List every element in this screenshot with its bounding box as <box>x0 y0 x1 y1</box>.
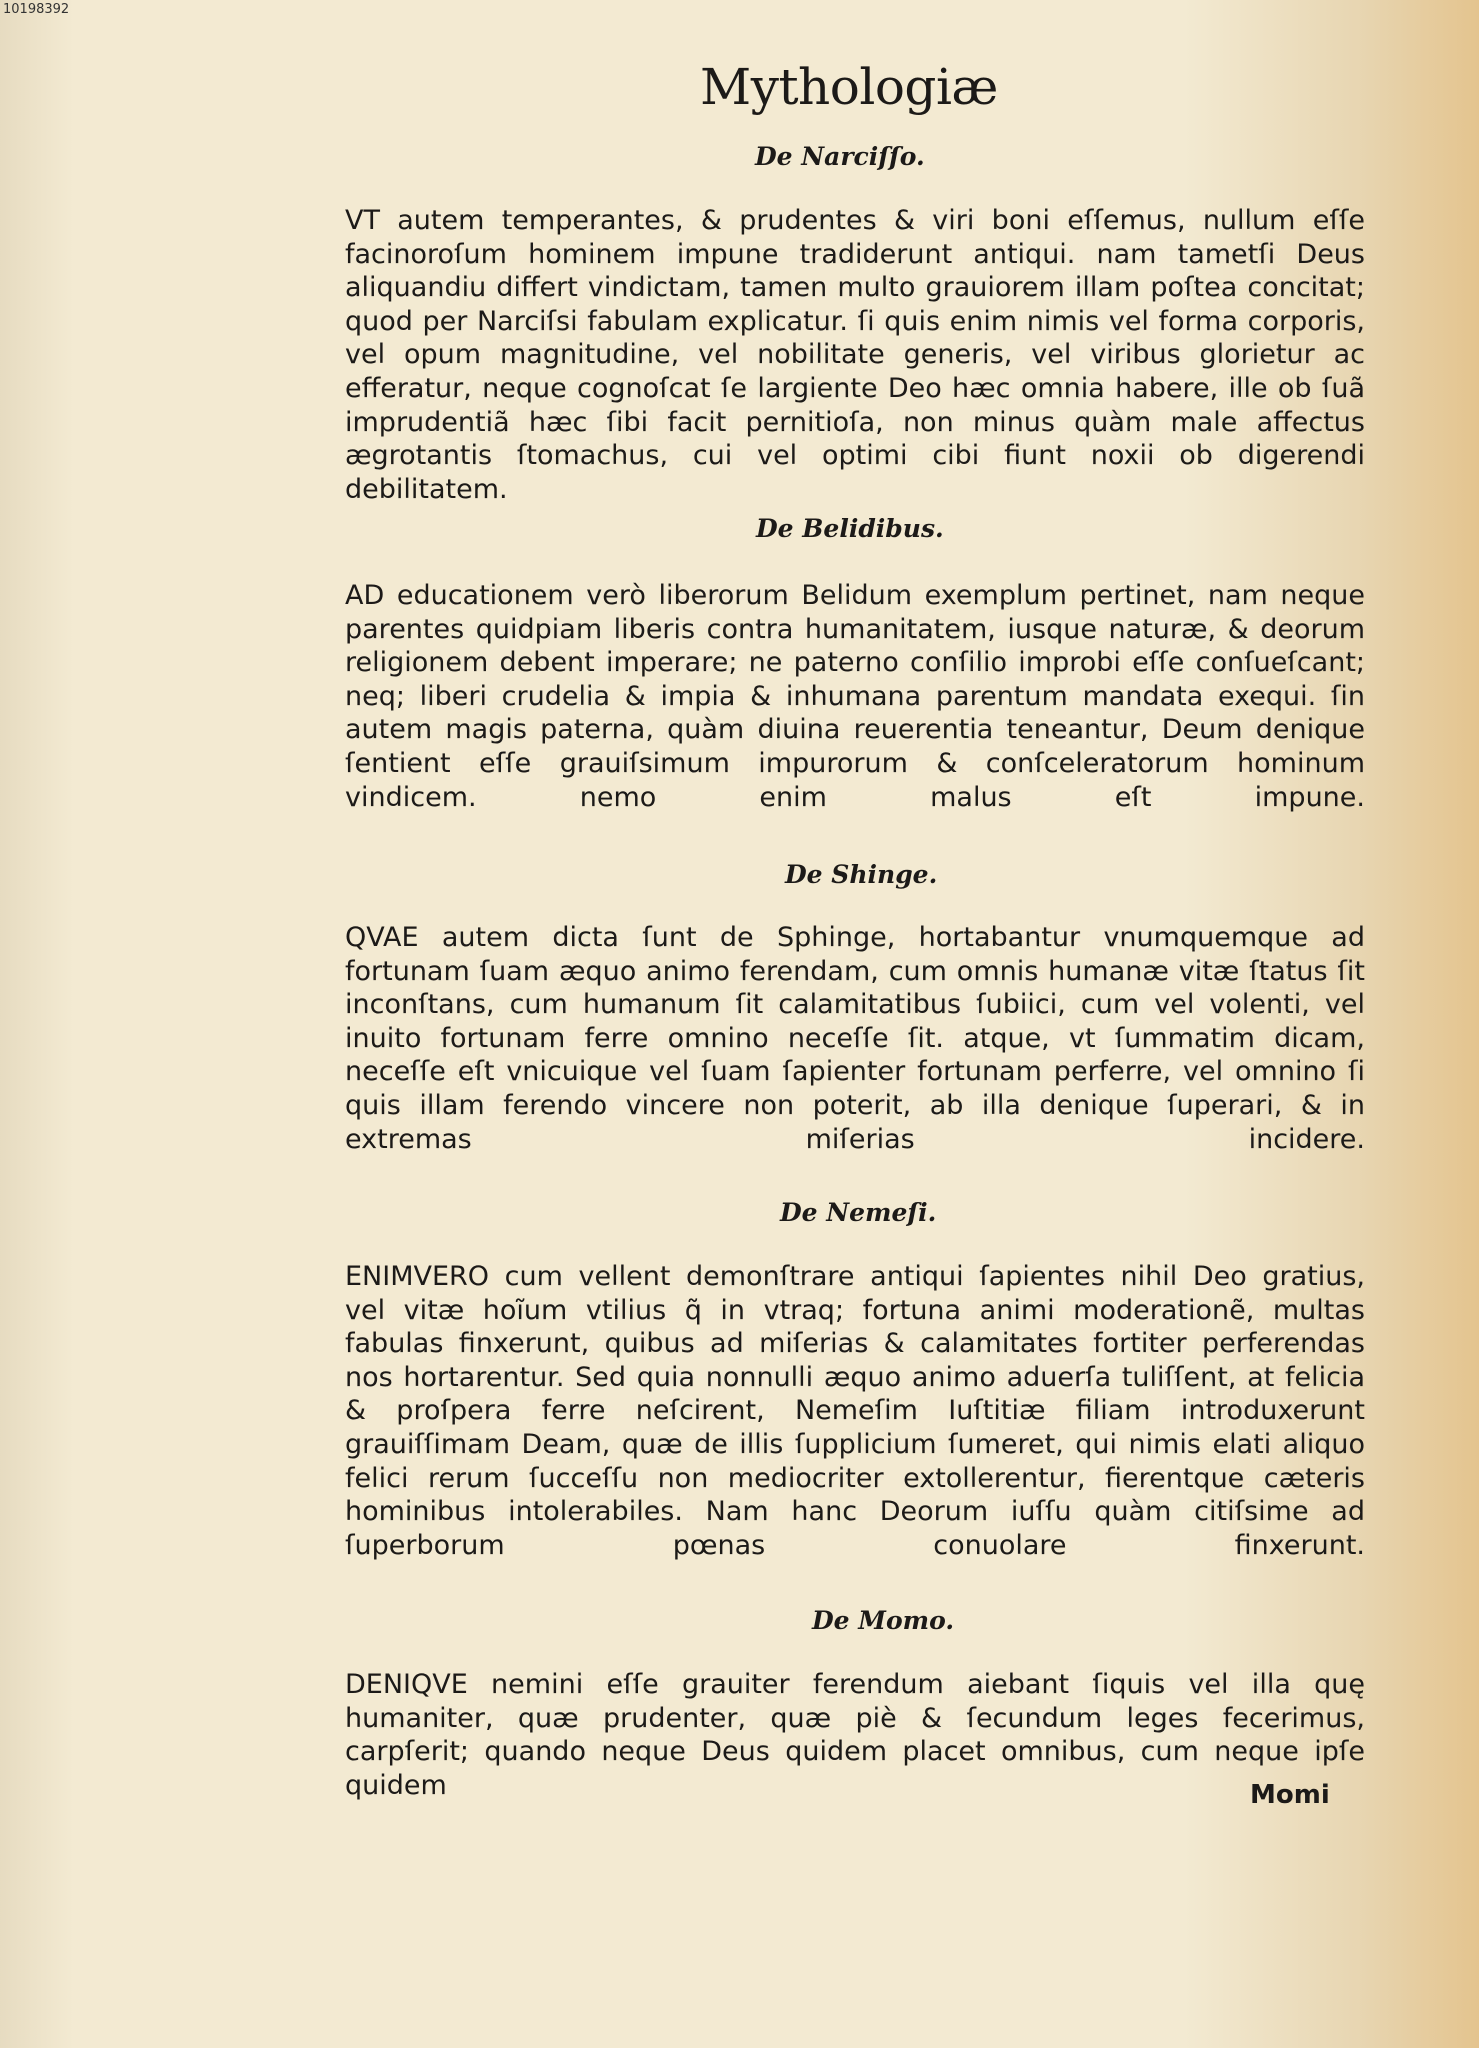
section-heading-nemesi: De Nemeſi. <box>780 1198 937 1227</box>
section-heading-belidibus: De Belidibus. <box>756 514 944 543</box>
section-heading-sphinge: De Shinge. <box>785 860 938 889</box>
section-heading-narcissus: De Narciſſo. <box>755 142 925 171</box>
section-paragraph-narcissus: VT autem temperantes, & prudentes & viri boni eſſemus, nullum eſſe facinoroſum hominem impune tradiderunt antiqui. nam tametſi Deus aliquandiu differt vindictam, tamen multo grauiorem illam poſtea concitat; quod per Narciſsi fabulam explicatur. ſi quis enim nimis vel forma corporis, vel opum magnitudine, vel nobilitate generis, vel viribus glorietur ac efferatur, neque cognoſcat ſe largiente Deo hæc omnia habere, ille ob ſuã imprudentiã hæc ſibi facit pernitioſa, non minus quàm male affectus ægrotantis ſtomachus, cui vel optimi cibi fiunt noxii ob digerendi debilitatem. <box>345 205 1365 505</box>
section-paragraph-sphinge: QVAE autem dicta ſunt de Sphinge, hortabantur vnumquemque ad fortunam ſuam æquo animo ferendam, cum omnis humanæ vitæ ſtatus ſit inconſtans, cum humanum ſit calamitatibus ſubiici, cum vel volenti, vel inuito fortunam ferre omnino neceſſe ſit. atque, vt ſummatim dicam, neceſſe eſt vnicuique vel ſuam ſapienter fortunam perferre, vel omnino ſi quis illam ferendo vincere non poterit, ab illa denique ſuperari, & in extremas miſerias incidere. <box>345 922 1365 1155</box>
section-heading-momo: De Momo. <box>812 1606 955 1635</box>
running-head: Mythologiæ <box>700 58 998 116</box>
section-paragraph-belidibus: AD educationem verò liberorum Belidum exemplum pertinet, nam neque parentes quidpiam liberis contra humanitatem, iusque naturæ, & deorum religionem debent imperare; ne paterno conſilio improbi eſſe conſueſcant; neq; liberi crudelia & impia & inhumana parentum mandata exequi. ſin autem magis paterna, quàm diuina reuerentia teneantur, Deum denique ſentient eſſe grauiſsimum impurorum & conſceleratorum hominum vindicem. nemo enim malus eſt impune. <box>345 580 1365 813</box>
section-paragraph-momo: DENIQVE nemini eſſe grauiter ferendum aiebant ſiquis vel illa quę humaniter, quæ prudenter, quæ piè & ſecundum leges fecerimus, carpſerit; quando neque Deus quidem placet omnibus, cum neque ipſe quidem <box>345 1669 1365 1801</box>
catchword: Momi <box>1250 1780 1330 1810</box>
section-paragraph-nemesi: ENIMVERO cum vellent demonſtrare antiqui ſapientes nihil Deo gratius, vel vitæ hoĩum vtilius q̃ in vtraq; fortuna animi moderationẽ, multas fabulas finxerunt, quibus ad miſerias & calamitates fortiter perferendas nos hortarentur. Sed quia nonnulli æquo animo aduerſa tuliſſent, at felicia & proſpera ferre neſcirent, Nemeſim Iuſtitiæ filiam introduxerunt grauiſſimam Deam, quæ de illis ſupplicium ſumeret, qui nimis elati aliquo felici rerum ſucceſſu non mediocriter extollerentur, fierentque cæteris hominibus intolerabiles. Nam hanc Deorum iuſſu quàm citiſsime ad ſuperborum pœnas conuolare finxerunt. <box>345 1261 1365 1561</box>
catalog-id: 10198392 <box>3 2 70 17</box>
